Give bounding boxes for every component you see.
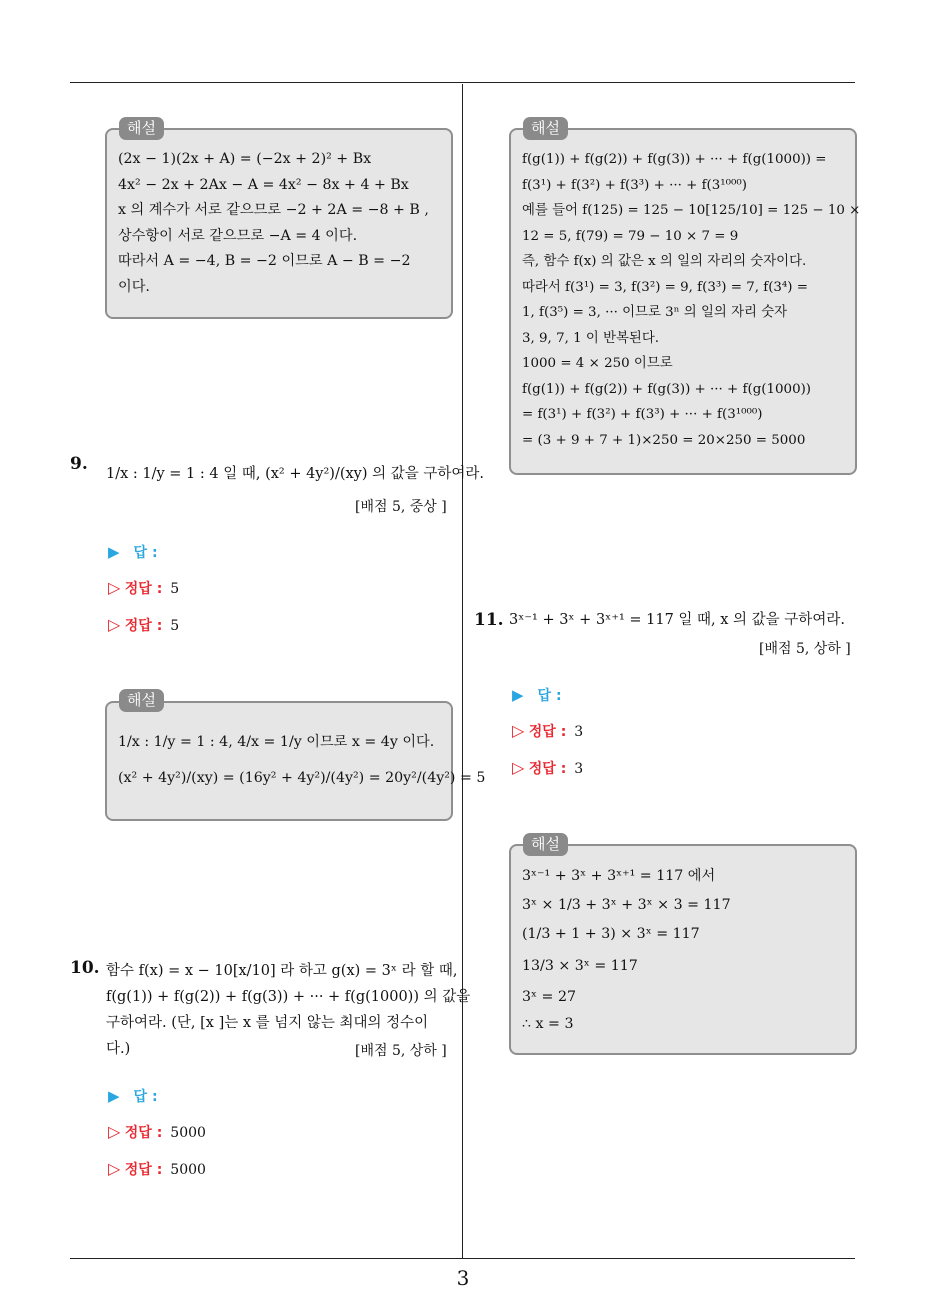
top-rule	[70, 82, 855, 83]
correct-value: 5000	[170, 1125, 206, 1141]
correct-value: 3	[574, 761, 584, 777]
solution-10-text	[522, 147, 860, 453]
solution-line: (x² + 4y²)/(xy) = (16y² + 4y²)/(4y²) = 20y²/(4y²) = 5	[118, 770, 486, 786]
triangle-outline-icon: ▷	[512, 721, 525, 740]
correct-answer-row-10	[108, 1122, 206, 1142]
question-line: 함수 f(x) = x − 10[x/10] 라 하고 g(x) = 3ˣ 라 할 때,	[106, 963, 458, 979]
correct-label: 정답 :	[528, 724, 567, 740]
solution-line: f(3¹) + f(3²) + f(3³) + ··· + f(3¹⁰⁰⁰)	[522, 177, 747, 193]
triangle-outline-icon: ▷	[108, 1122, 121, 1141]
question-line: 구하여라. (단, [x ]는 x 를 넘지 않는 최대의 정수이	[106, 1015, 429, 1031]
solution-line: 1/x : 1/y = 1 : 4, 4/x = 1/y 이므로 x = 4y 이다.	[118, 734, 435, 750]
correct-label: 정답 :	[528, 761, 567, 777]
solution-tag: 해설	[119, 689, 164, 712]
answer-input-row-9[interactable]	[108, 542, 158, 562]
bottom-rule	[70, 1258, 855, 1259]
play-triangle-icon: ▶	[108, 543, 120, 561]
triangle-outline-icon: ▷	[512, 758, 525, 777]
solution-tag: 해설	[119, 117, 164, 140]
solution-line: 1000 = 4 × 250 이므로	[522, 356, 673, 371]
solution-line: 3ˣ = 27	[522, 989, 576, 1005]
solution-line: 3ˣ × 1/3 + 3ˣ + 3ˣ × 3 = 117	[522, 897, 731, 913]
solution-line: 3ˣ⁻¹ + 3ˣ + 3ˣ⁺¹ = 117 에서	[522, 868, 716, 884]
answer-label: 답 :	[537, 688, 562, 704]
correct-answer-row-9b	[108, 615, 179, 635]
correct-answer-row-11	[512, 721, 583, 741]
question-number-9: 9.	[70, 454, 88, 474]
solution-line: 이다.	[118, 278, 150, 295]
question-number-10: 10.	[70, 958, 100, 978]
solution-line: (2x − 1)(2x + A) = (−2x + 2)² + Bx	[118, 151, 372, 167]
page-number: 3	[456, 1266, 470, 1290]
solution-line: 예를 들어 f(125) = 125 − 10[125/10] = 125 − 10 ×	[522, 203, 861, 218]
correct-label: 정답 :	[124, 618, 163, 634]
solution-line: x 의 계수가 서로 같으므로 −2 + 2A = −8 + B ,	[118, 202, 429, 218]
solution-line: ∴ x = 3	[522, 1016, 574, 1032]
triangle-outline-icon: ▷	[108, 578, 121, 597]
question-9-score: [배점 5, 중상 ]	[355, 499, 447, 515]
solution-line: (1/3 + 1 + 3) × 3ˣ = 117	[522, 926, 700, 942]
correct-answer-row-9	[108, 578, 179, 598]
correct-value: 3	[574, 724, 584, 740]
play-triangle-icon: ▶	[512, 686, 524, 704]
solution-line: 4x² − 2x + 2Ax − A = 4x² − 8x + 4 + Bx	[118, 176, 409, 193]
question-number-11: 11.	[474, 610, 504, 630]
solution-line: 1, f(3⁵) = 3, ··· 이므로 3ⁿ 의 일의 자리 숫자	[522, 305, 788, 320]
correct-answer-row-10b	[108, 1159, 206, 1179]
question-line: f(g(1)) + f(g(2)) + f(g(3)) + ··· + f(g(1000)) 의 값을	[106, 989, 471, 1005]
answer-input-row-10[interactable]	[108, 1086, 158, 1106]
correct-value: 5	[170, 618, 180, 634]
solution-tag: 해설	[523, 833, 568, 856]
solution-line: 즉, 함수 f(x) 의 값은 x 의 일의 자리의 숫자이다.	[522, 254, 807, 269]
correct-label: 정답 :	[124, 1162, 163, 1178]
solution-line: 3, 9, 7, 1 이 반복된다.	[522, 330, 660, 346]
correct-answer-row-11b	[512, 758, 583, 778]
answer-label: 답 :	[133, 1089, 158, 1105]
solution-line: 12 = 5, f(79) = 79 − 10 × 7 = 9	[522, 228, 739, 244]
solution-line: 따라서 f(3¹) = 3, f(3²) = 9, f(3³) = 7, f(3⁴) =	[522, 279, 809, 295]
solution-line: 13/3 × 3ˣ = 117	[522, 958, 638, 974]
triangle-outline-icon: ▷	[108, 615, 121, 634]
answer-input-row-11[interactable]	[512, 685, 562, 705]
solution-tag: 해설	[523, 117, 568, 140]
question-11-text: 3ˣ⁻¹ + 3ˣ + 3ˣ⁺¹ = 117 일 때, x 의 값을 구하여라.	[509, 612, 845, 628]
solution-line: f(g(1)) + f(g(2)) + f(g(3)) + ··· + f(g(1000)) =	[522, 152, 827, 167]
solution-line: 상수항이 서로 같으므로 −A = 4 이다.	[118, 227, 358, 244]
answer-label: 답 :	[133, 545, 158, 561]
column-divider	[462, 84, 463, 1258]
solution-line: = (3 + 9 + 7 + 1)×250 = 20×250 = 5000	[522, 432, 806, 448]
solution-8-text	[118, 147, 429, 300]
solution-line: = f(3¹) + f(3²) + f(3³) + ··· + f(3¹⁰⁰⁰)	[522, 407, 763, 422]
solution-9-text	[118, 725, 485, 797]
correct-value: 5000	[170, 1162, 206, 1178]
correct-label: 정답 :	[124, 1125, 163, 1141]
play-triangle-icon: ▶	[108, 1087, 120, 1105]
question-line: 다.)	[106, 1041, 131, 1057]
question-9-text: 1/x : 1/y = 1 : 4 일 때, (x² + 4y²)/(xy) 의 값을 구하여라.	[106, 466, 485, 482]
solution-line: f(g(1)) + f(g(2)) + f(g(3)) + ··· + f(g(1000))	[522, 381, 812, 397]
solution-11-text	[522, 862, 731, 1037]
question-10-score: [배점 5, 상하 ]	[355, 1043, 447, 1059]
solution-line: 따라서 A = −4, B = −2 이므로 A − B = −2	[118, 253, 411, 269]
correct-label: 정답 :	[124, 581, 163, 597]
correct-value: 5	[170, 581, 180, 597]
question-11-score: [배점 5, 상하 ]	[759, 641, 851, 657]
triangle-outline-icon: ▷	[108, 1159, 121, 1178]
